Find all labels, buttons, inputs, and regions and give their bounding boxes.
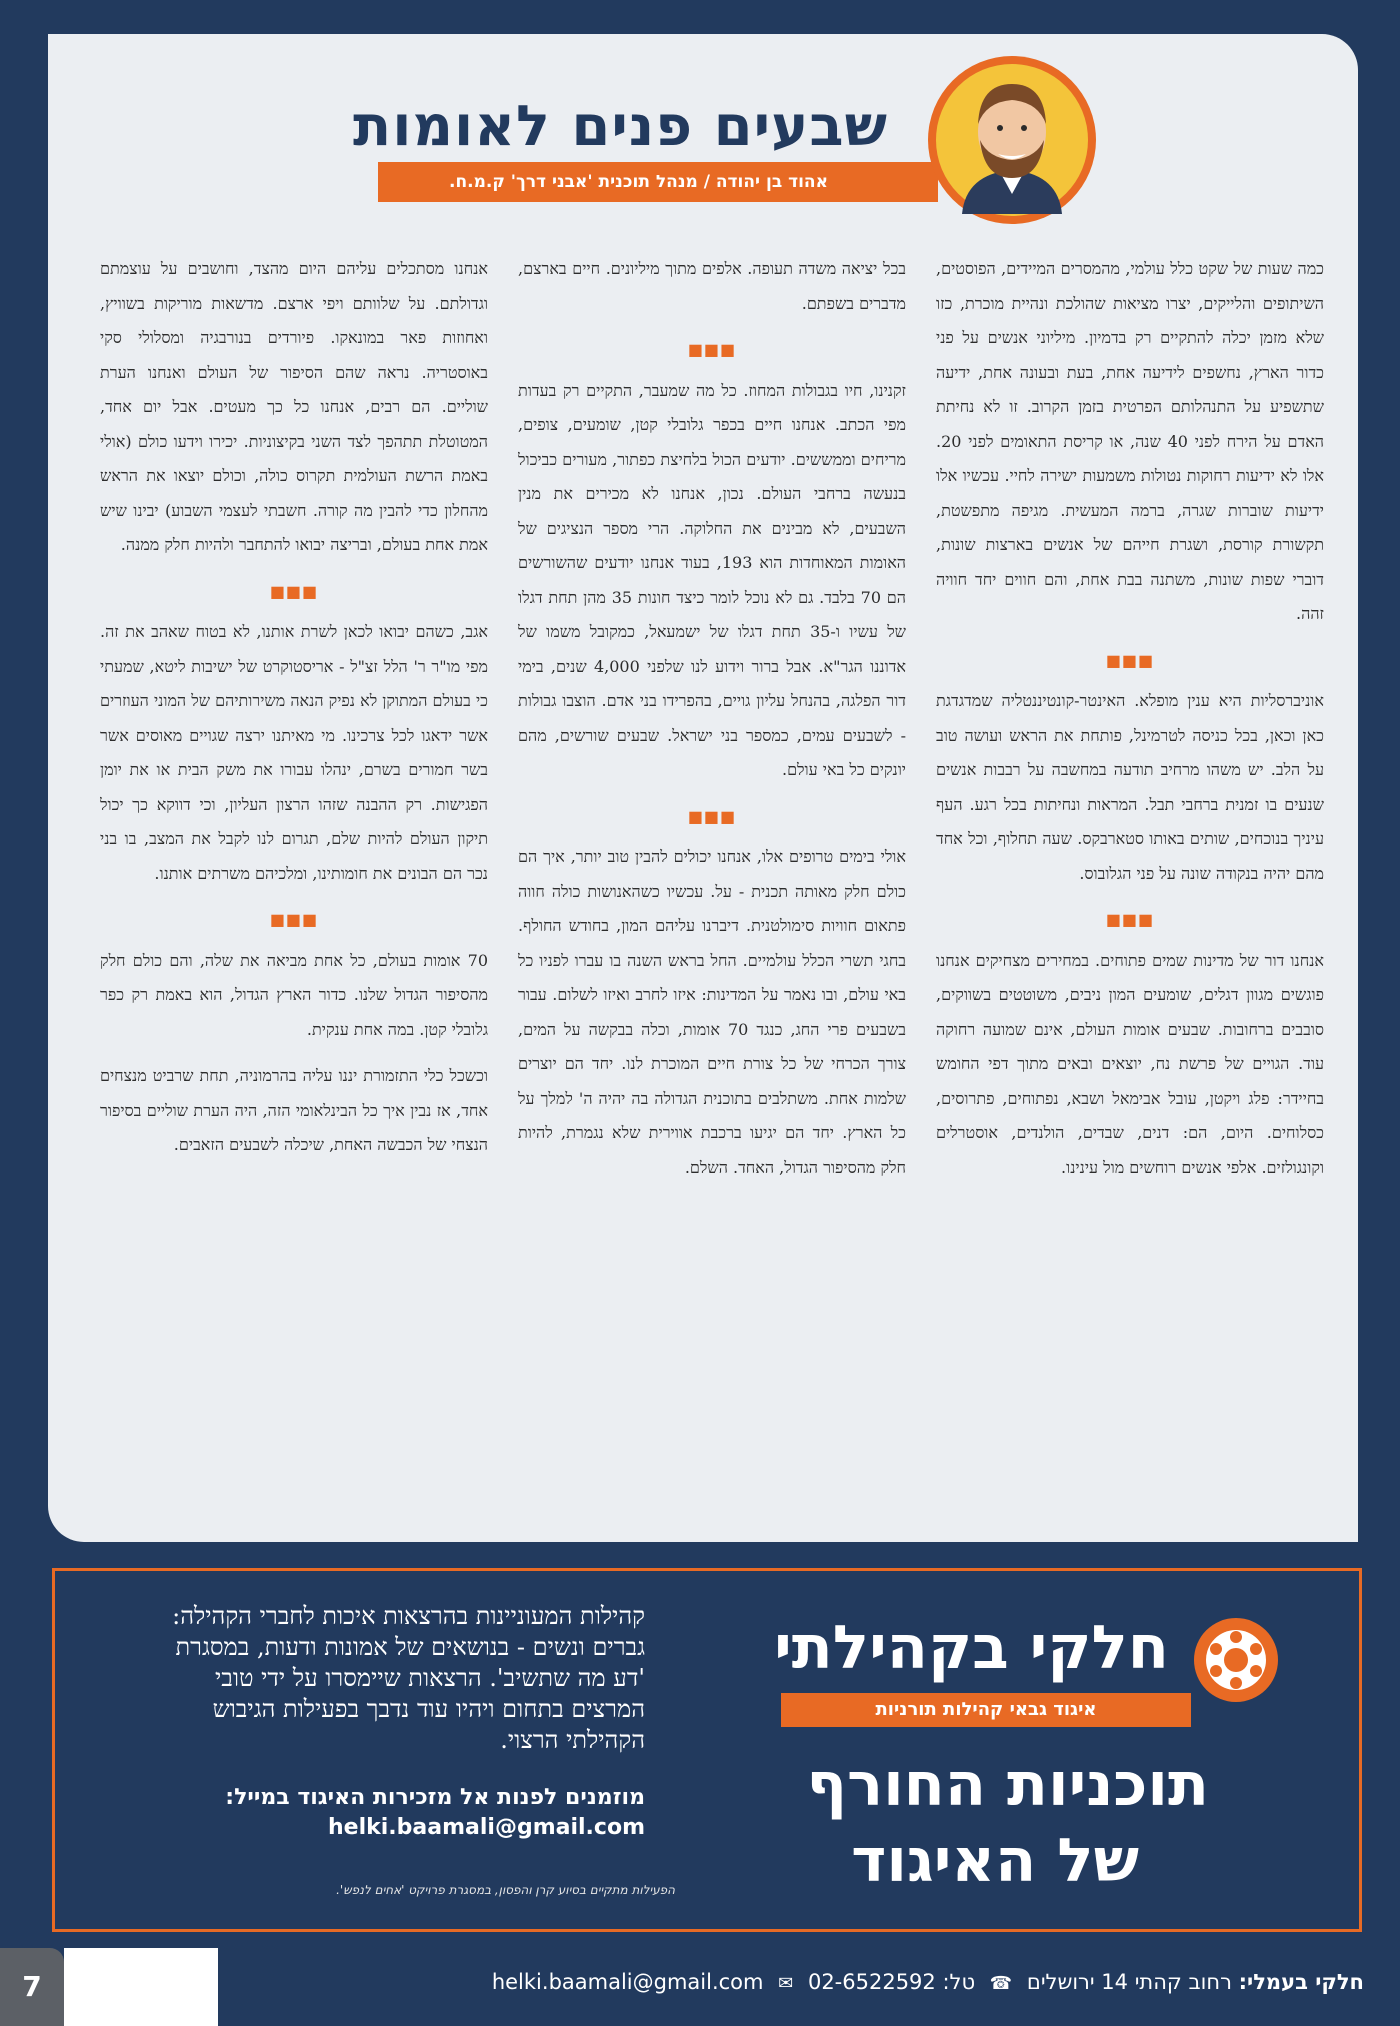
paragraph: אולי בימים טרופים אלו, אנחנו יכולים להבין טוב יותר, איך הם כולם חלק מאותה תכנית - על. עכשיו כשהאנושות כולה חווה פתאום חוויות סימולטנית. דיברנו עליהם המון, בחודש החולף. בחגי תשרי הכלל עולמיים. החל בראש השנה בו עברו לפניו כל באי עולם, ובו נאמר על המדינות: איזו לחרב ואיזו לשלום. עבור בשבעים פרי החג, כנגד 70 אומות, וכלה בבקשה על המים, צורך הכרחי של כל צורת חיים המוכרת לנו. יחד הם יוצרים שלמות אחת. משתלבים בתוכנית הגדולה בה יהיה ה' למלך על כל הארץ. יחד הם יגיעו ברכבת אווירית שלא נגמרת, להיות חלק מהסיפור הגדול, האחד. השלם. (518, 847, 906, 1177)
author-portrait (926, 54, 1098, 226)
column-left (100, 252, 488, 1532)
footer-white-block (64, 1948, 218, 2026)
paragraph: זקנינו, חיו בגבולות המחוז. כל מה שמעבר, התקיים רק בעדות מפי הכתב. אנחנו חיים בכפר גלובלי קטן, שומעים, צופים, מריחים וממששים. יודעים הכול בלחיצת כפתור, מעורים כביכול בנעשה ברחבי העולם. נכון, אנחנו לא מכירים את מנין השבעים, לא מבינים את החלוקה. הרי מספר הנציגים של האומות המאוחדות הוא 193, בעוד אנחנו יודעים שהשורשים הם 70 בלבד. גם לא נוכל לומר כיצד חונות 35 מהן תחת דגלו של עשיו ו-35 תחת דגלו של ישמעאל, כמקובל משמו של אדוננו הגר"א. אבל ברור וידוע לנו שלפני 4,000 שנים, בימי דור הפלגה, בהנחל עליון גויים, בהפרידו בני אדם. הוצבו גבולות - לשבעים עמים, כמספר בני ישראל. שבעים שורשים, מהם יונקים כל באי עולם. (518, 380, 906, 779)
paragraph: בכל יציאה משדה תעופה. אלפים מתוך מיליונים. חיים בארצם, מדברים בשפתם. (518, 259, 906, 313)
program-title-line2: של האיגוד (851, 1826, 1139, 1896)
article-panel (48, 34, 1358, 1542)
program-title-line1: תוכניות החורף (806, 1750, 1209, 1820)
paragraph: כמה שעות של שקט כלל עולמי, מהמסרים המיידים, הפוסטים, השיתופים והלייקים, יצרו מציאות שהולכת ונהיית מוכרת, כזו שלא מזמן יכלה להתקיים רק בדמיון. מיליוני אנשים על פני כדור הארץ, נחשפים לידיעה אחת, בעת ובעונה אחת, ידיעה שתשפיע על התנהלותם הפרטית בזמן הקרוב. זו לא נחיתת האדם על הירח לפני 40 שנה, או קריסת התאומים לפני 20. אלו לא ידיעות רחוקות נטולות משמעות ישירה לחיי. עכשיו אלו ידיעות שוברות שגרה, ברמה המעשית. מגיפה מתפשטת, תקשורת קורסת, ושגרת חייהם של אנשים בארצות שונות, דוברי שפות שונות, משתנה בבת אחת, והם חווים יחד חוויה זהה. (936, 259, 1324, 623)
union-advertisement (52, 1568, 1362, 1932)
footer-label: חלקי בעמלי: (1238, 1970, 1364, 1994)
section-separator: ■■■ (1105, 650, 1155, 670)
paragraph: 70 אומות בעולם, כל אחת מביאה את שלה, והם כולם חלק מהסיפור הגדול שלנו. כדור הארץ הגדול, הוא באמת רק כפר גלובלי קטן. במה אחת ענקית. (100, 950, 488, 1039)
footer-email[interactable]: helki.baamali@gmail.com (491, 1970, 764, 1994)
paragraph: אנחנו דור של מדינות שמים פתוחים. במחירים מצחיקים אנחנו פוגשים מגוון דגלים, שומעים המון ניבים, משוטטים בשווקים, סובבים ברחובות. שבעים אומות העולם, אינם שמועה רחוקה עוד. הגויים של פרשת נח, יוצאים ובאים מתוך דפי החומש בחיידר: פלג ויקטן, עובל אבימאל ושבא, נפתוחים, פתרוסים, כסלוחים. היום, הם: דנים, שבדים, הולנדים, אוסטרלים וקונגולזים. אלפי אנשים רוחשים מול עינינו. (936, 950, 1324, 1177)
article-columns (94, 252, 1324, 1532)
article-title: שבעים פנים לאומות (353, 94, 888, 159)
section-separator: ■■■ (1105, 910, 1155, 929)
section-separator: ■■■ (269, 581, 319, 601)
column-middle (518, 252, 906, 1532)
footer-phone: טל: 02-6522592 (807, 1970, 976, 1994)
ad-contact-line: מוזמנים לפנות אל מזכירות האיגוד במייל: (225, 1785, 645, 1810)
brand-name: חלקי בקהילתי (774, 1613, 1169, 1683)
article-header (48, 34, 1358, 234)
page-number: 7 (0, 1948, 64, 2026)
brand-tagline: איגוד גבאי קהילות תורניות (781, 1693, 1191, 1727)
section-separator: ■■■ (269, 910, 319, 929)
footer-contact-bar (492, 1970, 1364, 1994)
paragraph: אגב, כשהם יבואו לכאן לשרת אותנו, לא בטוח שאהב את זה. מפי מו"ר ר' הלל זצ"ל - אריסטוקרט של ישיבות ליטא, שמעתי כי בעולם המתוקן לא נפיק הנאה משירותיהם של המוני העוזרים אשר ידאגו לכל צרכינו. מי מאיתנו ירצה שגויים מאוסים אשר בשר חמורים בשרם, ינהלו עבורו את משק הבית או את יומן הפגישות. רק ההבנה שזהו הרצון העליון, וכי דווקא כך יכול תיקון העולם להיות שלם, תגרום לנו לקבל את המצב, בו בני נכר הם הבונים את חומותינו, ומלכיהם משרתים אותנו. (100, 622, 488, 883)
section-separator: ■■■ (687, 340, 737, 359)
union-logo-icon (1193, 1617, 1279, 1703)
column-right (936, 252, 1324, 1532)
ad-email-link[interactable]: helki.baamali@gmail.com (328, 1815, 645, 1840)
paragraph: אוניברסליות היא ענין מופלא. האינטר-קונטיננטליה שמדגדגת כאן וכאן, בכל כניסה לטרמינל, פותחת את הראש ועושה טוב על הלב. יש משהו מרחיב תודעה במחשבה על רבבות אנשים שנעים בו זמנית ברחבי תבל. המראות ונחיתות בכל רגע. העף עיניך בנוכחים, שותים באותו סטארבקס. שעה תחלוף, וכל אחד מהם יהיה בנקודה שונה על פני הגלובוס. (936, 691, 1324, 883)
footer-address: רחוב קהתי 14 ירושלים (1026, 1970, 1232, 1994)
paragraph: וכשכל כלי התזמורת יננו עליה בהרמוניה, תחת שרביט מנצחים אחד, אז נבין איך כל הבינלאומי הזה, היה הערת שוליים בסיפור הנצחי של הכבשה האחת, שיכלה לשבעים הזאבים. (100, 1066, 488, 1154)
ad-description: קהילות המעוניינות בהרצאות איכות לחברי הקהילה: גברים ונשים - בנושאים של אמונות ודעות, במסגרת 'דע מה שתשיב'. הרצאות שיימסרו על ידי טובי המרצים בתחום ויהיו עוד נדבך בפעילות הגיבוש הקהילתי הרצוי. (172, 1602, 645, 1754)
article-byline: אהוד בן יהודה / מנהל תוכנית 'אבני דרך' ק.מ.ח. (378, 162, 938, 202)
section-separator: ■■■ (687, 806, 737, 826)
paragraph: אנחנו מסתכלים עליהם היום מהצד, וחושבים על עוצמתם וגדולתם. על שלוותם ויפי ארצם. מדשאות מוריקות בשוויץ, ואחוזות פאר במונאקו. פיורדים בנורבגיה ומסלולי סקי באוסטריה. נראה שהם הסיפור של העולם ואנחנו הערת שוליים. הם רבים, אנחנו כל כך מעטים. אבל יום אחד, המטוטלת תתהפך לצד השני בקיצוניות. יכירו וידעו כולם (אולי באמת הרשת העולמית תקרוס כולה, וכולם יוצאו את הראש מהחלון כדי להבין מה קורה. חשבתי לעצמי השבוע) יבינו שיש אמת אחת בעולם, ובריצה יבואו להתחבר ולהיות חלק ממנה. (100, 259, 488, 554)
mail-icon: ✉ (778, 1973, 794, 1994)
phone-icon: ☎ (989, 1973, 1013, 1994)
ad-funding-note: הפעילות מתקיים בסיוע קרן והפסון, במסגרת פרויקט 'אחים לנפש'. (336, 1883, 675, 1897)
